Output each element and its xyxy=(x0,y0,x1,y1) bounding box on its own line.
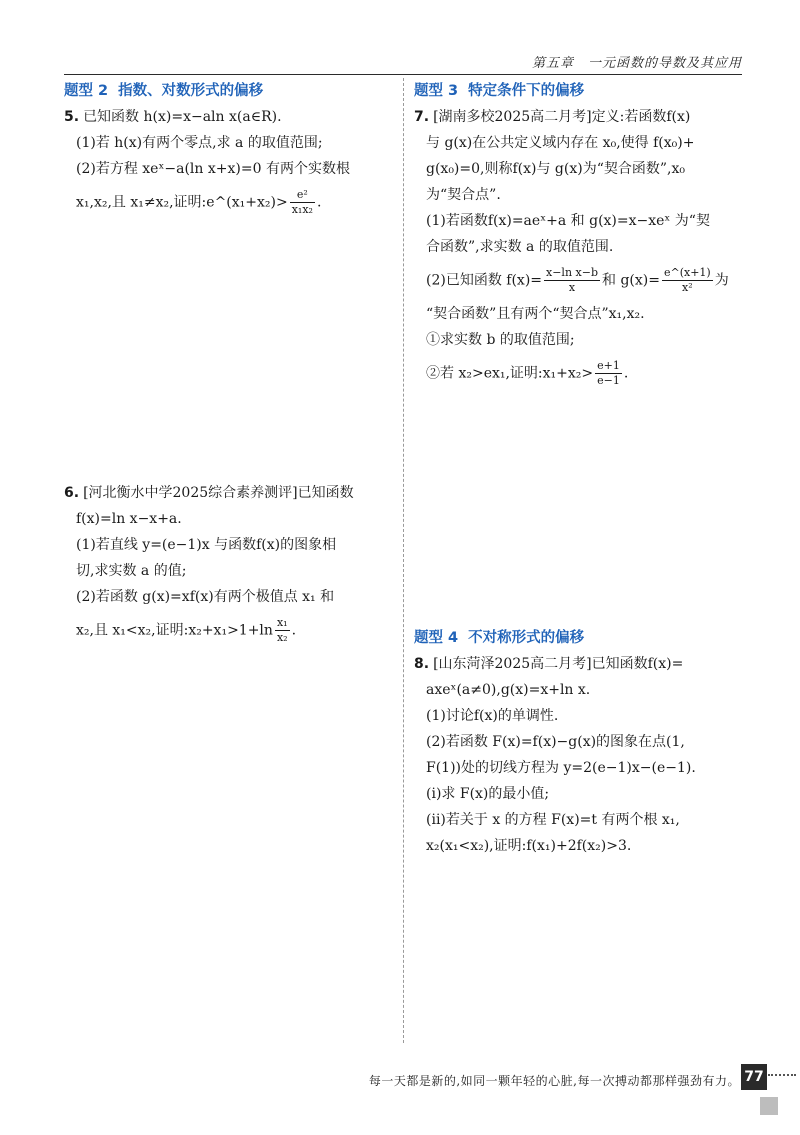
question-text: g(x₀)=0,则称f(x)与 g(x)为“契合函数”,x₀ xyxy=(426,161,685,177)
question-number: 6. xyxy=(64,485,80,501)
question-text: (2)已知函数 f(x)= xyxy=(426,272,543,289)
question-text: 与 g(x)在公共定义域内存在 x₀,使得 f(x₀)+ xyxy=(426,135,695,151)
question-text: (2)若方程 xeˣ−a(ln x+x)=0 有两个实数根 xyxy=(76,161,350,177)
section-title-2 xyxy=(64,78,389,104)
fraction-numerator: e+1 xyxy=(597,359,620,372)
question-text: . xyxy=(316,194,322,211)
fraction-denominator: e−1 xyxy=(597,374,620,387)
question-text: (2)若函数 g(x)=xf(x)有两个极值点 x₁ 和 xyxy=(76,589,335,605)
question-text: (1)讨论f(x)的单调性. xyxy=(426,708,559,724)
question-text: . xyxy=(623,365,629,382)
question-text: [湖南多校2025高二月考]定义:若函数f(x) xyxy=(433,109,691,125)
right-column-bottom xyxy=(414,625,744,859)
chapter-title: 第五章 一元函数的导数及其应用 xyxy=(531,56,742,71)
question-text: ①求实数 b 的取值范围; xyxy=(426,332,575,348)
question-number: 8. xyxy=(414,656,430,672)
fraction xyxy=(275,616,290,645)
section-label: 题型 2 xyxy=(64,83,109,99)
fraction-numerator: x−ln x−b xyxy=(546,266,598,279)
question-text: axeˣ(a≠0),g(x)=x+ln x. xyxy=(426,682,591,698)
question-text: 为“契合点”. xyxy=(426,187,501,203)
question-text: (2)若函数 F(x)=f(x)−g(x)的图象在点(1, xyxy=(426,734,685,750)
question-number: 5. xyxy=(64,109,80,125)
question-text: (ii)若关于 x 的方程 F(x)=t 有两个根 x₁, xyxy=(426,812,680,828)
question-7 xyxy=(414,104,744,388)
fraction xyxy=(290,188,315,217)
left-column-top xyxy=(64,78,389,217)
question-text: (1)若直线 y=(e−1)x 与函数f(x)的图象相 xyxy=(76,537,337,553)
section-name: 特定条件下的偏移 xyxy=(468,83,585,99)
fraction-denominator: x₁x₂ xyxy=(291,203,313,216)
corner-decoration xyxy=(760,1097,778,1115)
question-text: F(1))处的切线方程为 y=2(e−1)x−(e−1). xyxy=(426,760,696,776)
question-text: [河北衡水中学2025综合素养测评]已知函数 xyxy=(83,485,354,501)
footer-motto: 每一天都是新的,如同一颗年轻的心脏,每一次搏动都那样强劲有力。 xyxy=(368,1074,740,1088)
question-text: ②若 x₂>ex₁,证明:x₁+x₂> xyxy=(426,365,594,382)
question-text: “契合函数”且有两个“契合点”x₁,x₂. xyxy=(426,306,645,322)
fraction-denominator: x xyxy=(568,281,576,294)
fraction-denominator: x² xyxy=(682,281,693,294)
question-text: x₂,且 x₁<x₂,证明:x₂+x₁>1+ln xyxy=(76,622,273,639)
fraction xyxy=(662,266,713,295)
question-text: [山东菏泽2025高二月考]已知函数f(x)= xyxy=(433,656,684,672)
question-5 xyxy=(64,104,389,217)
section-title-3 xyxy=(414,78,744,104)
question-text: 和 g(x)= xyxy=(602,272,660,289)
section-name: 不对称形式的偏移 xyxy=(468,630,585,646)
fraction-numerator: e^(x+1) xyxy=(663,266,711,279)
fraction-denominator: x₂ xyxy=(276,631,288,644)
question-text: . xyxy=(291,622,297,639)
page-number: 77 xyxy=(741,1064,767,1090)
section-name: 指数、对数形式的偏移 xyxy=(118,83,264,99)
question-text: 合函数”,求实数 a 的取值范围. xyxy=(426,239,614,255)
question-text: f(x)=ln x−x+a. xyxy=(76,511,182,527)
section-label: 题型 4 xyxy=(414,630,459,646)
right-column-top xyxy=(414,78,744,388)
question-text: (1)若函数f(x)=aeˣ+a 和 g(x)=x−xeˣ 为“契 xyxy=(426,213,710,229)
question-text: x₂(x₁<x₂),证明:f(x₁)+2f(x₂)>3. xyxy=(426,838,632,854)
question-6 xyxy=(64,480,389,645)
question-8 xyxy=(414,651,744,859)
question-number: 7. xyxy=(414,109,430,125)
section-title-4 xyxy=(414,625,744,651)
question-text: (1)若 h(x)有两个零点,求 a 的取值范围; xyxy=(76,135,323,151)
fraction xyxy=(544,266,600,295)
question-text: x₁,x₂,且 x₁≠x₂,证明:e^(x₁+x₂)> xyxy=(76,194,288,211)
question-text: 已知函数 h(x)=x−aln x(a∈R). xyxy=(83,109,282,125)
question-text: 切,求实数 a 的值; xyxy=(76,563,187,579)
fraction-numerator: x₁ xyxy=(276,616,288,629)
column-divider xyxy=(403,78,404,1043)
fraction xyxy=(595,359,622,388)
section-label: 题型 3 xyxy=(414,83,459,99)
page-header xyxy=(64,50,742,75)
fraction-numerator: e² xyxy=(290,188,315,203)
question-text: (i)求 F(x)的最小值; xyxy=(426,786,550,802)
page-number-dots xyxy=(768,1074,796,1076)
question-text: 为 xyxy=(714,272,729,289)
